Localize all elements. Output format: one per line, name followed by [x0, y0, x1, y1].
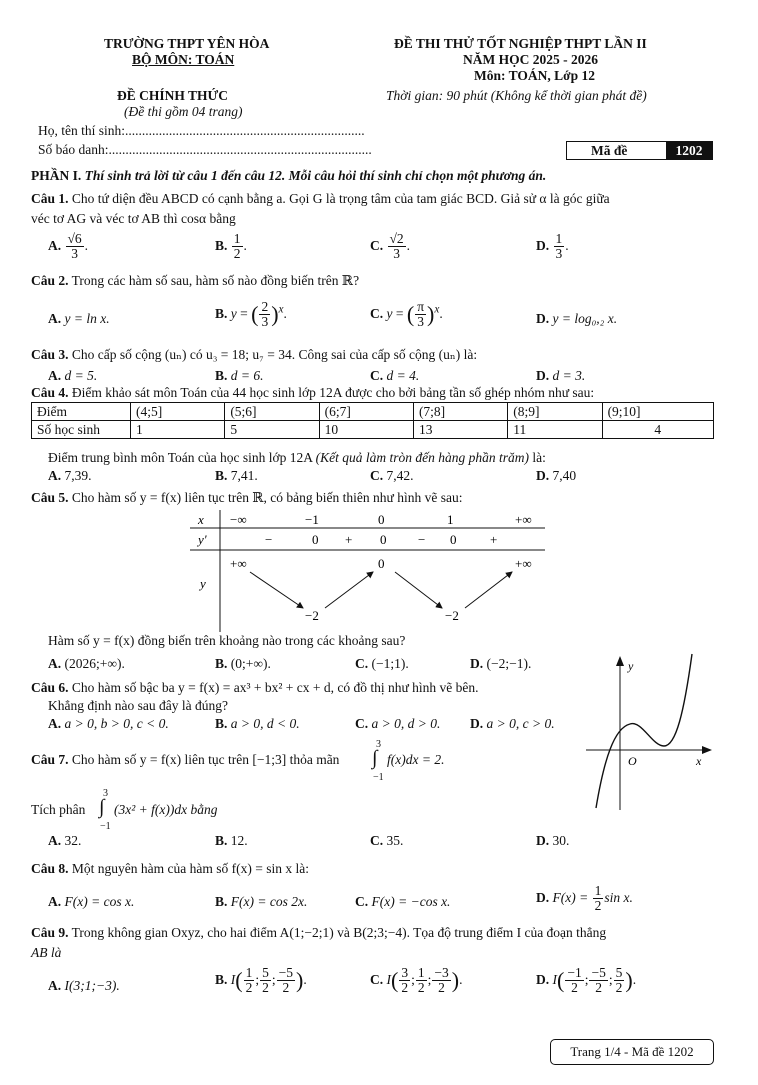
q4-question: Điểm trung bình môn Toán của học sinh lớp 12A (Kết quả làm tròn đến hàng phần trăm) là:: [48, 450, 546, 465]
vt-arrow-down: [250, 572, 303, 608]
table-cell: 1: [131, 421, 225, 439]
exam-code-value: 1202: [666, 142, 712, 159]
q5-option-d[interactable]: D. (−2;−1).: [470, 656, 532, 671]
q6-option-a[interactable]: A. a > 0, b > 0, c < 0.: [48, 716, 169, 731]
department: BỘ MÔN: TOÁN: [132, 52, 235, 67]
vt-dy-zero: 0: [312, 532, 319, 547]
official-label: ĐỀ CHÍNH THỨC: [117, 88, 229, 103]
q5-option-c[interactable]: C. (−1;1).: [355, 656, 409, 671]
q7-limit-upper: 3: [376, 739, 381, 750]
pages-note: (Đề thi gồm 04 trang): [124, 104, 243, 119]
q1-option-b[interactable]: B. $\frac{1}{2}$ .: [215, 231, 247, 262]
name-field: Họ, tên thí sinh:.......................................................................: [38, 123, 365, 138]
q3-text: Câu 3. Cho cấp số cộng (uₙ) có u₃ = 18; u₇ = 34. Công sai của cấp số cộng (uₙ) là:: [31, 347, 478, 362]
q9-option-c[interactable]: C. I( $\frac{3}{2}$ ; $\frac{1}{2}$ ; $\frac{-3}{2}$ ).: [370, 965, 463, 996]
id-field: Số báo danh:..............................................................................: [38, 142, 372, 157]
q7-limit-upper: 3: [103, 788, 108, 799]
q2-option-a[interactable]: A. y = ln x.: [48, 311, 110, 326]
table-cell: (4;5]: [131, 403, 225, 421]
q8-text: Câu 8. Một nguyên hàm của hàm số f(x) = sin x là:: [31, 861, 309, 876]
q8-option-b[interactable]: B. F(x) = cos 2x.: [215, 894, 308, 909]
q7-integral-1: f(x)dx = 2.: [387, 752, 445, 767]
q1-option-a[interactable]: A. $\frac{√6}{3}$ .: [48, 231, 89, 262]
exam-code-label: Mã đề: [591, 143, 628, 158]
q3-option-c[interactable]: C. d = 4.: [370, 368, 420, 383]
q7-integral-sign: ∫: [99, 796, 105, 818]
vt-dy-sign: +: [345, 532, 353, 547]
vt-dy-zero: 0: [380, 532, 387, 547]
table-cell: (9;10]: [602, 403, 713, 421]
school-name: TRƯỜNG THPT YÊN HÒA: [104, 36, 270, 51]
table-cell: (6;7]: [319, 403, 413, 421]
q3-option-b[interactable]: B. d = 6.: [215, 368, 264, 383]
vt-x-value: −1: [305, 512, 319, 527]
table-cell: 10: [319, 421, 413, 439]
vt-x-label: x: [198, 512, 204, 527]
q4-option-d[interactable]: D. 7,40: [536, 468, 577, 483]
vt-x-value: +∞: [515, 512, 532, 527]
q7-limit-lower: −1: [100, 821, 111, 832]
cubic-curve: [596, 654, 692, 808]
q6-text: Câu 6. Cho hàm số bậc ba y = f(x) = ax³ + bx² + cx + d, có đồ thị như hình vẽ bên.: [31, 680, 479, 695]
vt-dy-sign: +: [490, 532, 498, 547]
q2-option-d[interactable]: D. y = log₀,₂ x.: [536, 311, 618, 326]
exam-code-box: [566, 141, 713, 160]
variation-table: [190, 510, 550, 632]
vt-arrow-up: [465, 572, 512, 608]
cubic-graph: [584, 650, 714, 815]
table-cell: 11: [508, 421, 602, 439]
frequency-table: [31, 402, 714, 439]
q4-text: Câu 4. Điểm khảo sát môn Toán của 44 học sinh lớp 12A được cho bởi bảng tần số ghép nhóm như sau:: [31, 385, 595, 400]
q8-option-d[interactable]: D. F(x) = $\frac{1}{2}$ sin x.: [536, 883, 633, 914]
vt-y-value: +∞: [515, 556, 532, 571]
q5-question: Hàm số y = f(x) đồng biến trên khoảng nào trong các khoảng sau?: [48, 633, 406, 648]
q4-option-b[interactable]: B. 7,41.: [215, 468, 258, 483]
q2-option-c[interactable]: C. y = ( $\frac{\pi}{3}$ )$^x$.: [370, 299, 443, 330]
q1-text: Câu 1. Cho tứ diện đều ABCD có cạnh bằng a. Gọi G là trọng tâm của tam giác BCD. Giả sử α là góc giữa: [31, 191, 610, 206]
q9-text: Câu 9. Trong không gian Oxyz, cho hai điểm A(1;−2;1) và B(2;3;−4). Tọa độ trung điểm I của đoạn thẳng: [31, 925, 607, 940]
q9-option-a[interactable]: A. I(3;1;−3).: [48, 978, 120, 993]
q3-option-d[interactable]: D. d = 3.: [536, 368, 586, 383]
q7-integral-2: (3x² + f(x))dx bằng: [114, 802, 218, 817]
vt-dy-label: y': [198, 532, 207, 547]
vt-arrow-up: [325, 572, 373, 608]
table-cell: Điểm: [32, 403, 131, 421]
q8-option-a[interactable]: A. F(x) = cos x.: [48, 894, 135, 909]
q7-option-b[interactable]: B. 12.: [215, 833, 248, 848]
q1-option-c[interactable]: C. $\frac{√2}{3}$ .: [370, 231, 411, 262]
q7-text: Câu 7. Cho hàm số y = f(x) liên tục trên [−1;3] thỏa mãn: [31, 752, 340, 767]
time-note: Thời gian: 90 phút (Không kể thời gian phát đề): [386, 88, 647, 103]
exam-title: ĐỀ THI THỬ TỐT NGHIỆP THPT LẦN II: [394, 36, 647, 51]
vt-arrow-down: [395, 572, 442, 608]
table-cell: Số học sinh: [32, 421, 131, 439]
table-cell: (8;9]: [508, 403, 602, 421]
table-cell: (7;8]: [413, 403, 507, 421]
q9-option-b[interactable]: B. I( $\frac{1}{2}$ ; $\frac{5}{2}$ ; $\frac{-5}{2}$ ).: [215, 965, 307, 996]
q5-option-a[interactable]: A. (2026;+∞).: [48, 656, 125, 671]
graph-origin-label: O: [628, 754, 637, 768]
vt-dy-sign: −: [265, 532, 273, 547]
q1-option-d[interactable]: D. $\frac{1}{3}$ .: [536, 231, 569, 262]
q5-option-b[interactable]: B. (0;+∞).: [215, 656, 271, 671]
q7-text2: Tích phân: [31, 802, 86, 817]
q6-option-d[interactable]: D. a > 0, c > 0.: [470, 716, 555, 731]
subject: Môn: TOÁN, Lớp 12: [474, 68, 595, 83]
q9-option-d[interactable]: D. I( $\frac{-1}{2}$ ; $\frac{-5}{2}$ ; $\frac{5}{2}$ ).: [536, 965, 637, 996]
vt-y-value: −2: [445, 608, 459, 623]
q2-text: Câu 2. Trong các hàm số sau, hàm số nào đồng biến trên ℝ?: [31, 273, 360, 288]
q1-text2: véc tơ AG và véc tơ AB thì cosα bằng: [31, 211, 236, 226]
school-year: NĂM HỌC 2025 - 2026: [463, 52, 598, 67]
graph-x-label: x: [696, 754, 702, 768]
q6-option-b[interactable]: B. a > 0, d < 0.: [215, 716, 300, 731]
vt-x-value: 1: [447, 512, 454, 527]
q8-option-c[interactable]: C. F(x) = −cos x.: [355, 894, 451, 909]
vt-y-value: −2: [305, 608, 319, 623]
vt-dy-sign: −: [418, 532, 426, 547]
q2-option-b[interactable]: B. y = ( $\frac{2}{3}$ )$^x$.: [215, 299, 287, 330]
table-row: [32, 421, 714, 439]
page-footer: Trang 1/4 - Mã đề 1202: [550, 1039, 714, 1065]
q6-text2: Khẳng định nào sau đây là đúng?: [48, 698, 228, 713]
vt-y-value: +∞: [230, 556, 247, 571]
table-cell: 13: [413, 421, 507, 439]
q6-option-c[interactable]: C. a > 0, d > 0.: [355, 716, 441, 731]
vt-x-value: −∞: [230, 512, 247, 527]
part1-heading: PHẦN I. Thí sinh trả lời từ câu 1 đến câu 12. Mỗi câu hỏi thí sinh chỉ chọn một phương án.: [31, 168, 547, 183]
table-cell: 5: [225, 421, 319, 439]
q7-limit-lower: −1: [373, 772, 384, 783]
q9-text2: AB là: [31, 945, 62, 960]
table-cell: (5;6]: [225, 403, 319, 421]
q4-option-a[interactable]: A. 7,39.: [48, 468, 92, 483]
q7-integral-sign: ∫: [372, 747, 378, 769]
vt-y-value: 0: [378, 556, 385, 571]
graph-y-label: y: [628, 659, 634, 673]
q7-option-d[interactable]: D. 30.: [536, 833, 570, 848]
q3-option-a[interactable]: A. d = 5.: [48, 368, 98, 383]
vt-y-label: y: [200, 576, 206, 591]
table-cell: 4: [602, 421, 713, 439]
vt-x-value: 0: [378, 512, 385, 527]
table-row: [32, 403, 714, 421]
q7-option-c[interactable]: C. 35.: [370, 833, 404, 848]
q5-text: Câu 5. Cho hàm số y = f(x) liên tục trên ℝ, có bảng biến thiên như hình vẽ sau:: [31, 490, 463, 505]
q7-option-a[interactable]: A. 32.: [48, 833, 82, 848]
vt-dy-zero: 0: [450, 532, 457, 547]
q4-option-c[interactable]: C. 7,42.: [370, 468, 414, 483]
